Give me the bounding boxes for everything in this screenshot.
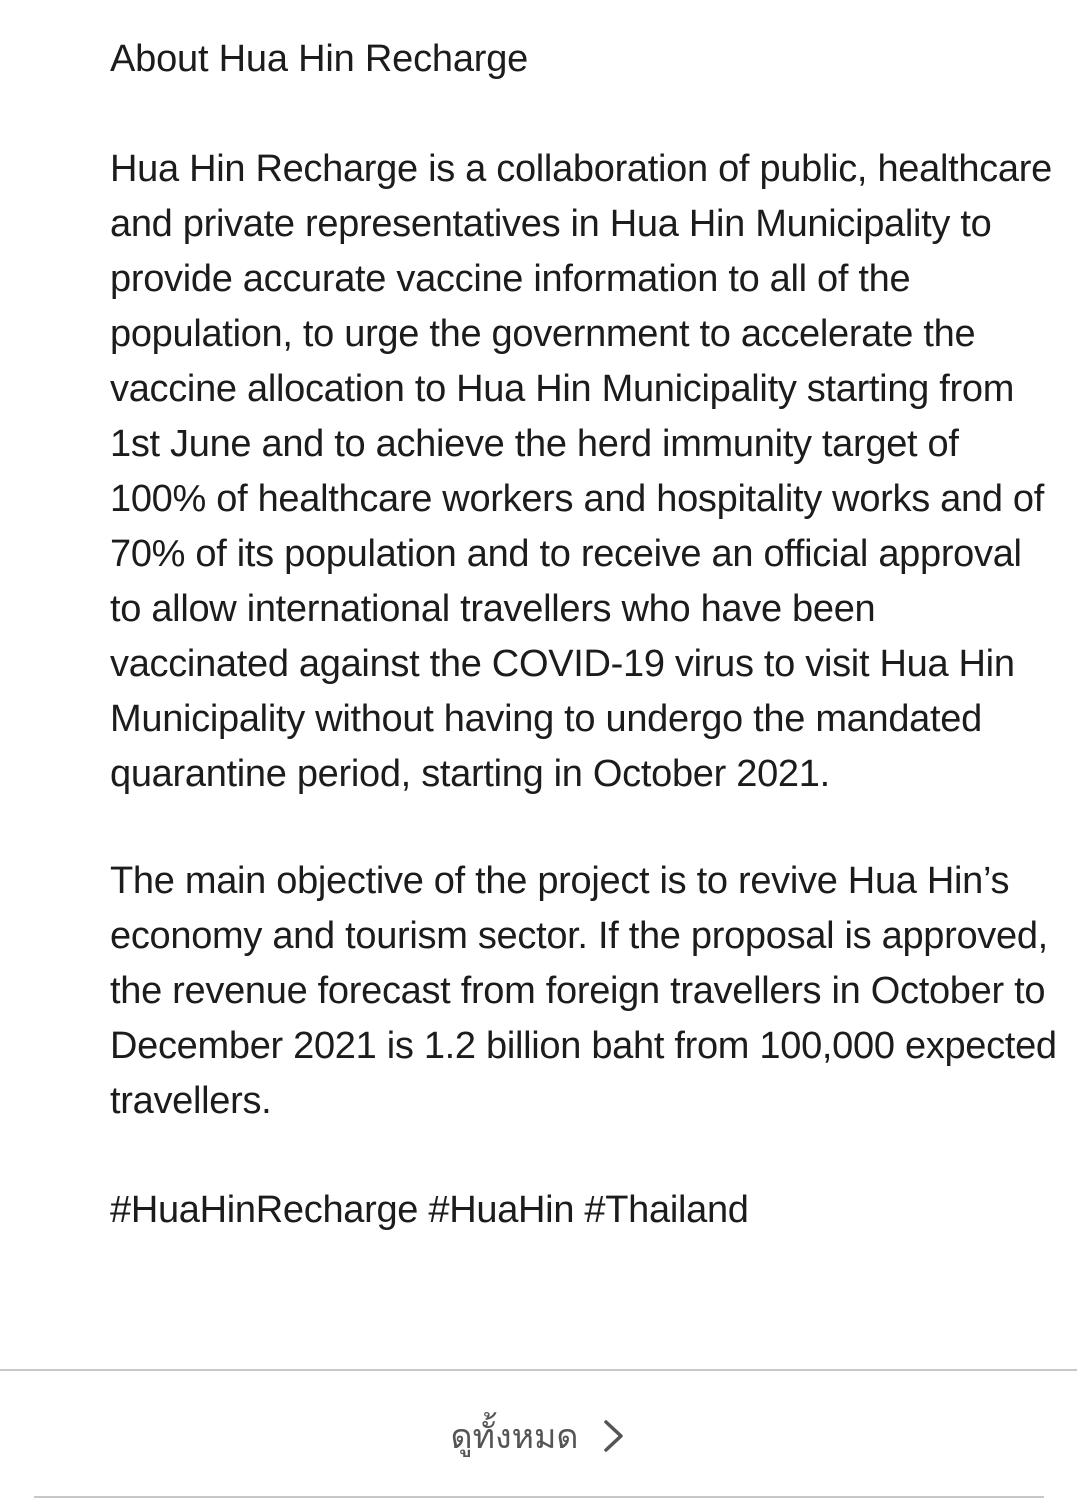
divider bbox=[0, 1369, 1077, 1371]
divider bbox=[34, 1496, 1044, 1498]
chevron-right-icon bbox=[601, 1418, 627, 1454]
hashtags[interactable]: #HuaHinRecharge #HuaHin #Thailand bbox=[110, 1189, 749, 1231]
see-all-button[interactable] bbox=[0, 1400, 1077, 1472]
post-paragraph: Hua Hin Recharge is a collaboration of public, healthcare and private representatives in Hua Hin Municipality to provide accurate vaccine information to all of the population, to urge the government to accelerate the vaccine allocation to Hua Hin Municipality starting from 1st June and to achieve the herd immunity target of 100% of healthcare workers and hospitality works and of 70% of its population and to receive an official approval to allow international travellers who have been vaccinated against the COVID-19 virus to visit Hua Hin Municipality without having to undergo the mandated quarantine period, starting in October 2021. bbox=[110, 148, 1052, 795]
see-all-label: ดูทั้งหมด bbox=[450, 1417, 579, 1457]
post-content bbox=[110, 28, 1060, 1238]
post-paragraph: The main objective of the project is to revive Hua Hin’s economy and tourism sector. If the proposal is approved, the revenue forecast from foreign travellers in October to December 2021 is 1.2 billion baht from 100,000 expected travellers. bbox=[110, 860, 1057, 1122]
post-title: About Hua Hin Recharge bbox=[110, 38, 529, 80]
